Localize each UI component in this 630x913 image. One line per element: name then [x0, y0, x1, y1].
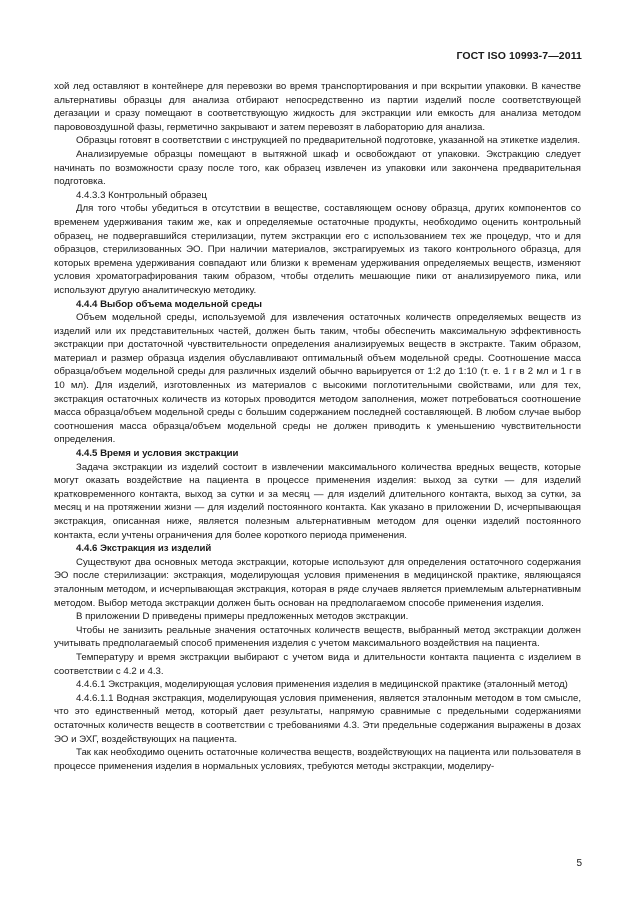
- paragraph: Объем модельной среды, используемой для извлечения остаточных количеств определяемых веществ из изделий или их представительных частей, должен быть таким, чтобы обеспечить максимальную эффективность экстракции при достаточной чувствительности определения анализируемых веществ в экстракте. Таким образом, материал и размер образца изделия обуславливают оптимальный объем модельной среды. Соотношение масса образца/объем модельной среды для различных изделий обычно варьируется от 1:2 до 1:10 (т. е. 1 г в 2 мл и 1 г в 10 мл). Для изделий, изготовленных из материалов с высокими поглотительными свойствами, или для тех, экстракция остаточных количеств из которых проводится методом заполнения, может потребоваться соотношение масса образца/объем модельной среды с большим содержанием последней составляющей. В любом случае выбор соотношения масса образца/объем модельной среды не должен приводить к уменьшению чувствительности определения.: [54, 312, 581, 446]
- paragraph: Так как необходимо оценить остаточные количества веществ, воздействующих на пациента или пользователя в процессе применения изделия в нормальных условиях, требуются методы экстракции, моделиру-: [54, 747, 581, 772]
- section-heading-4-4-6: 4.4.6 Экстракция из изделий: [76, 543, 212, 555]
- paragraph: Температуру и время экстракции выбирают с учетом вида и длительности контакта пациента с изделием в соответствии с 4.2 и 4.3.: [54, 651, 581, 677]
- section-heading-4-4-3-3: 4.4.3.3 Контрольный образец: [76, 189, 207, 201]
- paragraph: Задача экстракции из изделий состоит в извлечении максимального количества вредных веществ, которые могут оказать воздействие на пациента в процессе применения изделия: выход за сутки — для изделий кратковременного контакта, выход за сутки и за месяц — для изделий длительного контакта, выход за сутки, за месяц и на протяжении жизни — для изделий постоянного контакта. Как указано в приложении D, исчерпывающая экстракция, описанная ниже, является полезным альтернативным методом для оценки изделий постоянного контакта, если учтены ограничения для более короткого периода применения.: [54, 461, 581, 541]
- paragraph: Анализируемые образцы помещают в вытяжной шкаф и освобождают от упаковки. Экстракцию следует начинать по возможности сразу после того, как образец извлечен из упаковки или закончена предварительная подготовка.: [54, 148, 581, 188]
- page-number: 5: [576, 858, 582, 869]
- paragraph: Чтобы не занизить реальные значения остаточных количеств веществ, выбранный метод экстракции должен учитывать предполагаемый способ применения изделия с учетом максимального воздействия на пациента.: [54, 624, 581, 650]
- paragraph-continuation: хой лед оставляют в контейнере для перевозки во время транспортирования и при вскрытии упаковки. В качестве альтернативы образцы для анализа отбирают непосредственно из партии изделий после соответствующей дегазации и сразу помещают в соответствующую жидкость для экстракции или емкость для анализа методом парововоздушной фазы, герметично закрывают и затем перевозят в лабораторию для анализа.: [54, 81, 581, 133]
- paragraph: 4.4.6.1.1 Водная экстракция, моделирующая условия применения, является эталонным методом в том смысле, что это единственный метод, который дает результаты, напрямую сравнимые с предельными содержаниями остаточных количеств веществ в соответствии с требованиями 4.3. Эти предельные содержания выражены в дозах ЭО и ЭХГ, воздействующих на пациента.: [54, 692, 581, 745]
- paragraph: В приложении D приведены примеры предложенных методов экстракции.: [76, 611, 409, 623]
- document-header: ГОСТ ISO 10993-7—2011: [456, 50, 582, 62]
- section-heading-4-4-4: 4.4.4 Выбор объема модельной среды: [76, 298, 263, 310]
- document-body: [54, 80, 581, 773]
- section-heading-4-4-6-1: 4.4.6.1 Экстракция, моделирующая условия применения изделия в медицинской практике (эталонный метод): [76, 679, 568, 691]
- paragraph: Для того чтобы убедиться в отсутствии в веществе, составляющем основу образца, других компонентов со временем удерживания таким же, как и определяемые остаточные продукты, необходимо оценить контрольный образец, не подвергавшийся стерилизации, путем экстракции его с использованием тех же процедур, что и для образцов, стерилизованных ЭО. При наличии материалов, экстрагируемых из такого контрольного образца, для которых времена удерживания совпадают или близки к временам удерживания определяемых веществ, изменяют условия хроматографирования таким образом, чтобы отделить мешающие пики от анализируемого пика, или используют другую аналитическую методику.: [54, 203, 581, 296]
- paragraph: Существуют два основных метода экстракции, которые используют для определения остаточного содержания ЭО после стерилизации: экстракция, моделирующая условия применения в медицинской практике, являющаяся эталонным методом, и исчерпывающая экстракция, которая в ряде случаев является приемлемым альтернативным методом. Выбор метода экстракции должен быть основан на предполагаемом способе применения изделия.: [54, 556, 581, 609]
- paragraph: Образцы готовят в соответствии с инструкцией по предварительной подготовке, указанной на этикетке изделия.: [76, 135, 581, 147]
- section-heading-4-4-5: 4.4.5 Время и условия экстракции: [76, 448, 239, 460]
